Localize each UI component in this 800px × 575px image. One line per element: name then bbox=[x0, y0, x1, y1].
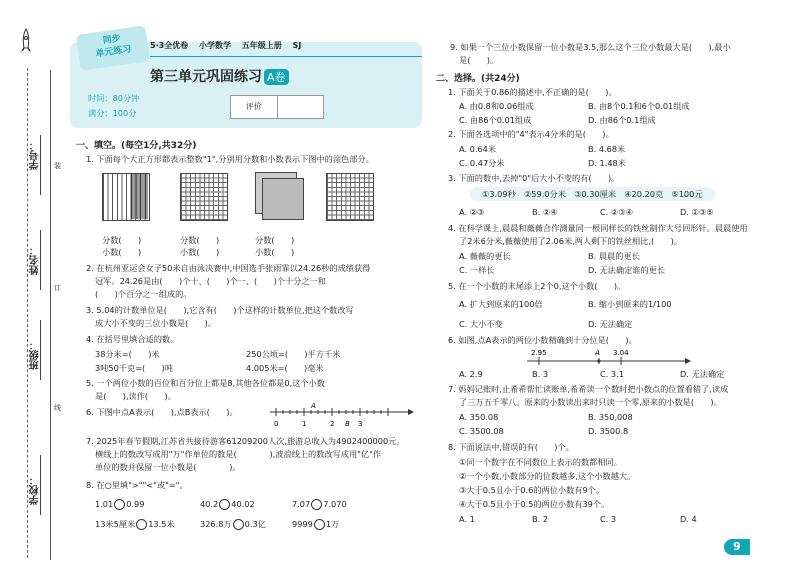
q7-line1: 7. 2025年春节假期,江苏省共接待游客61209200人次,旅游总收入为4902400000元。 bbox=[86, 436, 405, 446]
c8-opt-c[interactable]: C. 3 bbox=[600, 514, 617, 524]
c6-label-a: A bbox=[595, 349, 600, 357]
q8-item-2: 40.2 40.02 bbox=[200, 499, 255, 509]
c5-opt-b[interactable]: B. 缩小到原来的1/100 bbox=[588, 299, 672, 309]
page-number: 9 bbox=[724, 539, 750, 555]
q8-item-4: 13米5厘米 13.5米 bbox=[95, 519, 175, 529]
c7-opt-c[interactable]: C. 3500.08 bbox=[459, 426, 504, 436]
subject: 小学数学 bbox=[198, 41, 231, 50]
q4-c: 3吨50千克=( )吨 bbox=[95, 363, 174, 373]
q2-line2: 冠军。24.26是由( )个十、( )个一、( )个十分之一和 bbox=[95, 276, 326, 286]
c3-opt-c[interactable]: C. ②③④ bbox=[600, 207, 633, 217]
q4-d: 4.005米=( )毫米 bbox=[246, 363, 324, 373]
c4-line2: 了2米6分米,薇薇使用了2.06米,两人剩下的铁丝相比,( )。 bbox=[459, 236, 682, 246]
rocket-icon bbox=[19, 28, 33, 58]
q8-circle-3[interactable] bbox=[311, 499, 322, 510]
c7-opt-a[interactable]: A. 350.08 bbox=[459, 412, 499, 422]
figure-3b bbox=[262, 178, 304, 220]
time-limit: 时间：80分钟 bbox=[88, 93, 140, 103]
decimal-label-3: 小数( ) bbox=[255, 247, 295, 257]
c2-opt-a[interactable]: A. 0.64米 bbox=[459, 144, 497, 154]
c2-opt-d[interactable]: D. 1.48米 bbox=[588, 158, 626, 168]
q8-item-3: 7.07 7.070 bbox=[292, 499, 347, 509]
decimal-label-2: 小数( ) bbox=[180, 247, 220, 257]
section2-heading: 二、选择。(共24分) bbox=[436, 74, 520, 84]
c6-number-line bbox=[525, 347, 695, 367]
school-line[interactable] bbox=[40, 455, 41, 515]
q4-a: 38分米=( )米 bbox=[95, 349, 160, 359]
c1-text: 1. 下面关于0.86的描述中,不正确的是( )。 bbox=[448, 87, 617, 97]
fraction-label-3: 分数( ) bbox=[255, 235, 295, 245]
version-badge: A卷 bbox=[264, 69, 289, 85]
school-label: 学校： bbox=[30, 475, 41, 505]
q2-line1: 2. 在杭州亚运会女子50米自由泳决赛中,中国选手张雨霏以24.26秒的成绩获得 bbox=[86, 263, 371, 273]
q7-line3: 单位的数并保留一位小数是( )。 bbox=[95, 462, 241, 472]
mark-zhuang: 装 bbox=[54, 162, 61, 170]
q8-item-1: 1.01 0.99 bbox=[95, 499, 145, 509]
c1-opt-c[interactable]: C. 由86个0.01组成 bbox=[459, 115, 532, 125]
c3-opt-b[interactable]: B. ②④ bbox=[532, 207, 558, 217]
q6-number-line bbox=[268, 400, 418, 432]
q8-circle-5[interactable] bbox=[233, 519, 244, 530]
c5-opt-d[interactable]: D. 无法确定 bbox=[588, 319, 633, 329]
c1-opt-d[interactable]: D. 由86个0.1组成 bbox=[588, 115, 656, 125]
q6-tick-3: 3 bbox=[358, 420, 363, 428]
figure-4 bbox=[326, 173, 374, 221]
q8-circle-4[interactable] bbox=[136, 519, 147, 530]
c5-opt-a[interactable]: A. 扩大到原来的100倍 bbox=[459, 299, 543, 309]
c2-opt-b[interactable]: B. 4.68米 bbox=[588, 144, 626, 154]
q9-line1: 9. 如果一个三位小数保留一位小数是3.5,那么这个三位小数最大是( ),最小 bbox=[450, 42, 731, 52]
class-line[interactable] bbox=[40, 320, 41, 380]
c4-opt-d[interactable]: D. 无法确定谁的更长 bbox=[588, 265, 666, 275]
page-title bbox=[150, 66, 289, 86]
c7-line2: 了三万五千零八。原来的小数读出来时只读一个零,原来的小数是( )。 bbox=[459, 397, 722, 407]
q6-tick-b: B bbox=[345, 420, 350, 428]
name-line[interactable] bbox=[40, 230, 41, 290]
c7-opt-b[interactable]: B. 350,008 bbox=[588, 412, 633, 422]
q4-text: 4. 在括号里填合适的数。 bbox=[86, 334, 179, 344]
score-table bbox=[230, 95, 324, 119]
c6-opt-c[interactable]: C. 3.1 bbox=[600, 369, 624, 379]
mark-xian: 线 bbox=[54, 404, 61, 412]
q5-line1: 5. 一个两位小数的百位和百分位上都是8,其他各位都是0,这个小数 bbox=[86, 378, 325, 388]
c7-line1: 7. 妈妈记账时,止希希帮忙读账单,希希读一个数时把小数点的位置看错了,读成 bbox=[448, 384, 729, 394]
section1-heading: 一、填空。(每空1分,共32分) bbox=[76, 141, 197, 151]
q7-line2: 横线上的数改写成用"万"作单位的数是( ),波浪线上的数改写成用"亿"作 bbox=[95, 449, 382, 459]
c6-label-304: 3.04 bbox=[613, 349, 629, 357]
q3-line2: 成大小不变的三位小数是( )。 bbox=[95, 318, 217, 328]
c4-line1: 4. 在科学课上,晨晨和薇薇合作测量同一根同样长的铁丝制作大号回形针。晨晨使用 bbox=[448, 223, 748, 233]
c5-text: 5. 在一个小数的末尾添上2个0,这个小数( )。 bbox=[448, 281, 626, 291]
q5-line2: 是( ),读作( )。 bbox=[95, 391, 176, 401]
q8-item-6: 9999 1万 bbox=[292, 519, 340, 529]
c5-opt-c[interactable]: C. 大小不变 bbox=[459, 319, 503, 329]
q8-circle-1[interactable] bbox=[114, 499, 125, 510]
c6-opt-b[interactable]: B. 3 bbox=[532, 369, 549, 379]
q1-text: 1. 下面每个大正方形都表示整数"1",分别用分数和小数表示下图中的涂色部分。 bbox=[86, 154, 374, 164]
binding-line bbox=[50, 70, 51, 560]
header-bar bbox=[150, 40, 422, 54]
eval-label: 评价 bbox=[231, 96, 278, 118]
header-divider bbox=[150, 56, 422, 57]
q6-tick-0: 0 bbox=[274, 420, 279, 428]
figure-2 bbox=[180, 173, 228, 221]
q4-b: 250公顷=( )平方千米 bbox=[246, 349, 341, 359]
name-label: 姓名： bbox=[30, 245, 41, 275]
c8-statement-4: ④大于0.5且小于0.5的两位小数有39个。 bbox=[459, 499, 610, 509]
c2-text: 2. 下面各选项中的"4"表示4分米的是( )。 bbox=[448, 129, 614, 139]
c4-opt-b[interactable]: B. 晨晨的更长 bbox=[588, 251, 640, 261]
q3-line1: 3. 5.04的计数单位是( ),它含有( )个这样的计数单位,把这个数改写 bbox=[86, 305, 354, 315]
q6-tick-1: 1 bbox=[302, 420, 307, 428]
q8-circle-6[interactable] bbox=[314, 519, 325, 530]
title-text: 第三单元巩固练习 bbox=[150, 69, 262, 85]
c8-statement-1: ①同一个数字在不同数位上表示的数都相同。 bbox=[459, 457, 622, 467]
figure-1-shade bbox=[131, 174, 148, 219]
tag-line1: 同步 bbox=[102, 33, 122, 47]
c8-opt-b[interactable]: B. 2 bbox=[532, 514, 549, 524]
edition: SJ bbox=[292, 41, 302, 50]
brand: 5·3全优卷 bbox=[150, 41, 189, 50]
c6-opt-d[interactable]: D. 无法确定 bbox=[680, 369, 725, 379]
c8-statement-3: ③大于0.5且小于0.6的两位小数有9个。 bbox=[459, 485, 605, 495]
c3-opt-a[interactable]: A. ②③ bbox=[459, 207, 485, 217]
q6-tick-2: 2 bbox=[330, 420, 335, 428]
q8-circle-2[interactable] bbox=[219, 499, 230, 510]
binding-strip bbox=[0, 0, 68, 575]
c8-opt-d[interactable]: D. 4 bbox=[680, 514, 697, 524]
fraction-label-1: 分数( ) bbox=[102, 235, 142, 245]
q6-point-a: A bbox=[311, 402, 316, 410]
c1-opt-a[interactable]: A. 由0.8和0.06组成 bbox=[459, 101, 534, 111]
c7-opt-d[interactable]: D. 3500.8 bbox=[588, 426, 629, 436]
grade: 五年级上册 bbox=[241, 41, 282, 50]
c8-text: 8. 下面说法中,错误的有( )个。 bbox=[448, 442, 574, 452]
tag-line2: 单元练习 bbox=[95, 44, 133, 60]
c3-text: 3. 下面的数中,去掉"0"后大小不变的有( )。 bbox=[448, 173, 620, 183]
q8-item-5: 326.8万 0.3亿 bbox=[200, 519, 266, 529]
fraction-label-2: 分数( ) bbox=[180, 235, 220, 245]
c3-items: ①3.09秒 ②59.0分米 ③0.30厘米 ④20.20克 ⑤100元 bbox=[470, 187, 715, 201]
eval-cell[interactable] bbox=[278, 96, 324, 118]
c6-text: 6. 如图,点A表示的两位小数精确到十分位是( )。 bbox=[448, 335, 637, 345]
c8-opt-a[interactable]: A. 1 bbox=[459, 514, 475, 524]
c8-statement-2: ②一个小数,小数部分的位数越多,这个小数越大。 bbox=[459, 471, 636, 481]
c6-opt-a[interactable]: A. 2.9 bbox=[459, 369, 483, 379]
c4-opt-c[interactable]: C. 一样长 bbox=[459, 265, 495, 275]
q8-text: 8. 在○里填">""<"或"="。 bbox=[86, 480, 188, 490]
q9-line2: 是( )。 bbox=[459, 55, 499, 65]
c6-label-295: 2.95 bbox=[531, 349, 547, 357]
class-label: 班级： bbox=[30, 340, 41, 370]
student-id-label: 学号： bbox=[30, 140, 41, 170]
c2-opt-c[interactable]: C. 0.47分米 bbox=[459, 158, 505, 168]
q6-text: 6. 下图中点A表示( ),点B表示( )。 bbox=[86, 407, 238, 417]
student-id-line[interactable] bbox=[40, 135, 41, 195]
c3-opt-d[interactable]: D. ①③⑤ bbox=[680, 207, 714, 217]
mark-ding: 订 bbox=[54, 284, 61, 292]
c4-opt-a[interactable]: A. 薇薇的更长 bbox=[459, 251, 511, 261]
c1-opt-b[interactable]: B. 由8个0.1和6个0.01组成 bbox=[588, 101, 690, 111]
decimal-label-1: 小数( ) bbox=[102, 247, 142, 257]
full-score: 满分：100分 bbox=[88, 108, 137, 118]
q2-line3: ( )个百分之一组成的。 bbox=[95, 289, 192, 299]
